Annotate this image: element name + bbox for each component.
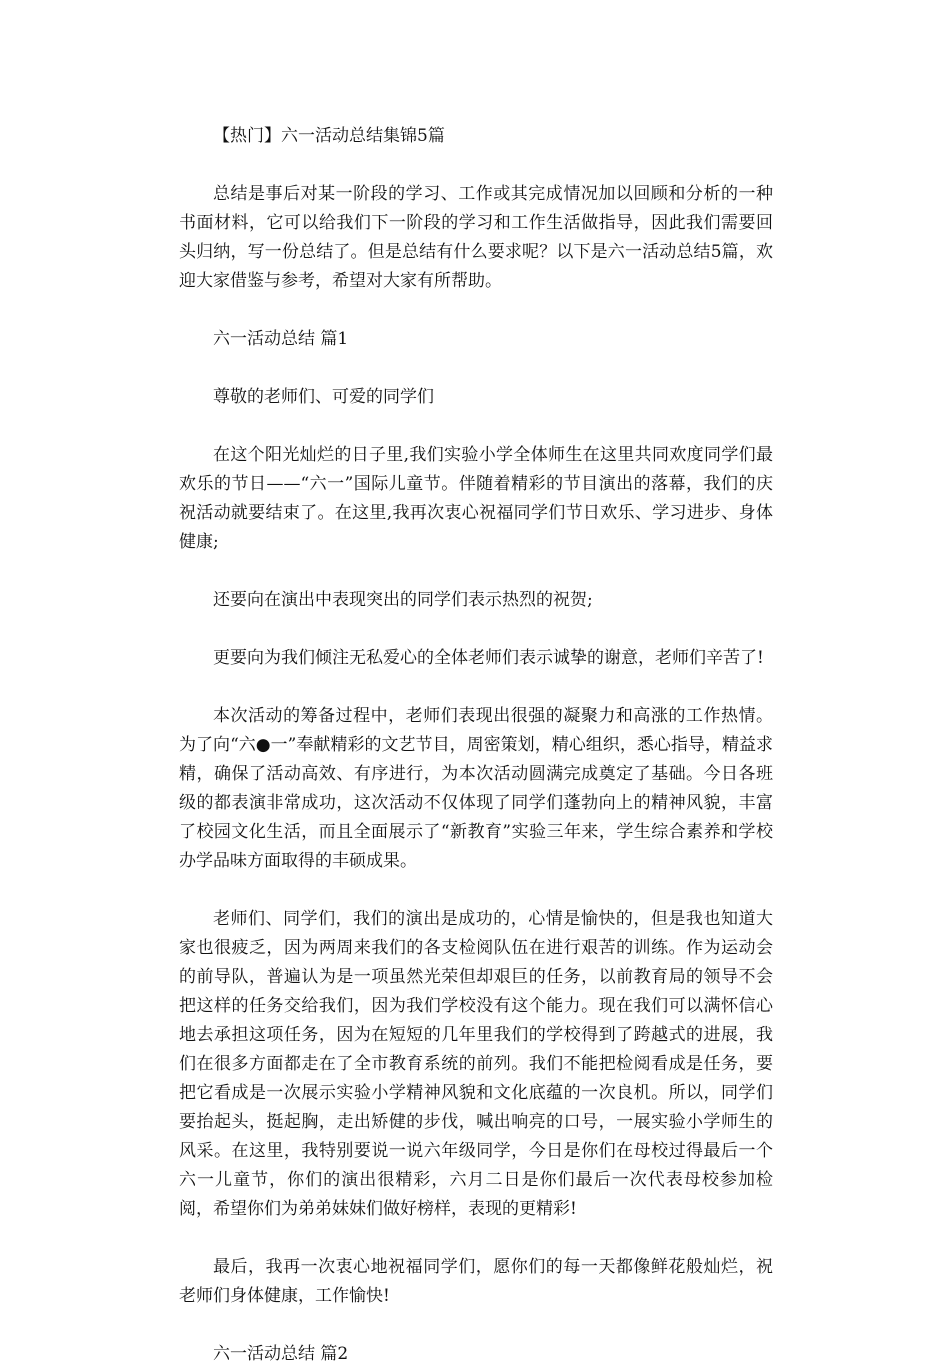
- spacer: [179, 1224, 773, 1253]
- intro-paragraph: 总结是事后对某一阶段的学习、工作或其完成情况加以回顾和分析的一种书面材料，它可以给我们下一阶段的学习和工作生活做指导，因此我们需要回头归纳，写一份总结了。但是总结有什么要求呢？以下是六一活动总结5篇，欢迎大家借鉴与参考，希望对大家有所帮助。: [179, 184, 773, 291]
- spacer: [179, 1311, 773, 1340]
- paragraph-6: 最后，我再一次衷心地祝福同学们，愿你们的每一天都像鲜花般灿烂，祝老师们身体健康，工作愉快!: [179, 1257, 773, 1306]
- document-page: [179, 122, 773, 1369]
- paragraph-1: 在这个阳光灿烂的日子里,我们实验小学全体师生在这里共同欢度同学们最欢乐的节日——“六一”国际儿童节。伴随着精彩的节目演出的落幕，我们的庆祝活动就要结束了。在这里,我再次衷心祝福同学们节日欢乐、学习进步、身体健康;: [179, 445, 773, 552]
- spacer: [179, 354, 773, 383]
- spacer: [179, 151, 773, 180]
- section-heading-1: 六一活动总结 篇1: [213, 329, 349, 349]
- spacer: [179, 296, 773, 325]
- spacer: [179, 557, 773, 586]
- paragraph-3: 更要向为我们倾注无私爱心的全体老师们表示诚挚的谢意，老师们辛苦了!: [213, 648, 764, 668]
- paragraph-5: 老师们、同学们，我们的演出是成功的，心情是愉快的，但是我也知道大家也很疲乏，因为两周来我们的各支检阅队伍在进行艰苦的训练。作为运动会的前导队，普遍认为是一项虽然光荣但却艰巨的任务，以前教育局的领导不会把这样的任务交给我们，因为我们学校没有这个能力。现在我们可以满怀信心地去承担这项任务，因为在短短的几年里我们的学校得到了跨越式的进展，我们在很多方面都走在了全市教育系统的前列。我们不能把检阅看成是任务，要把它看成是一次展示实验小学精神风貌和文化底蕴的一次良机。所以，同学们要抬起头，挺起胸，走出矫健的步伐，喊出响亮的口号，一展实验小学师生的风采。在这里，我特别要说一说六年级同学，今日是你们在母校过得最后一个六一儿童节，你们的演出很精彩，六月二日是你们最后一次代表母校参加检阅，希望你们为弟弟妹妹们做好榜样，表现的更精彩!: [179, 909, 773, 1219]
- salutation: 尊敬的老师们、可爱的同学们: [213, 387, 434, 407]
- spacer: [179, 615, 773, 644]
- spacer: [179, 412, 773, 441]
- paragraph-4: 本次活动的筹备过程中，老师们表现出很强的凝聚力和高涨的工作热情。为了向“六●一”奉献精彩的文艺节目，周密策划，精心组织，悉心指导，精益求精，确保了活动高效、有序进行，为本次活动圆满完成奠定了基础。今日各班级的都表演非常成功，这次活动不仅体现了同学们蓬勃向上的精神风貌，丰富了校园文化生活，而且全面展示了“新教育”实验三年来，学生综合素养和学校办学品味方面取得的丰硕成果。: [179, 706, 773, 871]
- document-title: 【热门】六一活动总结集锦5篇: [213, 126, 445, 146]
- spacer: [179, 673, 773, 702]
- section-heading-2: 六一活动总结 篇2: [213, 1344, 349, 1364]
- spacer: [179, 876, 773, 905]
- paragraph-2: 还要向在演出中表现突出的同学们表示热烈的祝贺;: [213, 590, 593, 610]
